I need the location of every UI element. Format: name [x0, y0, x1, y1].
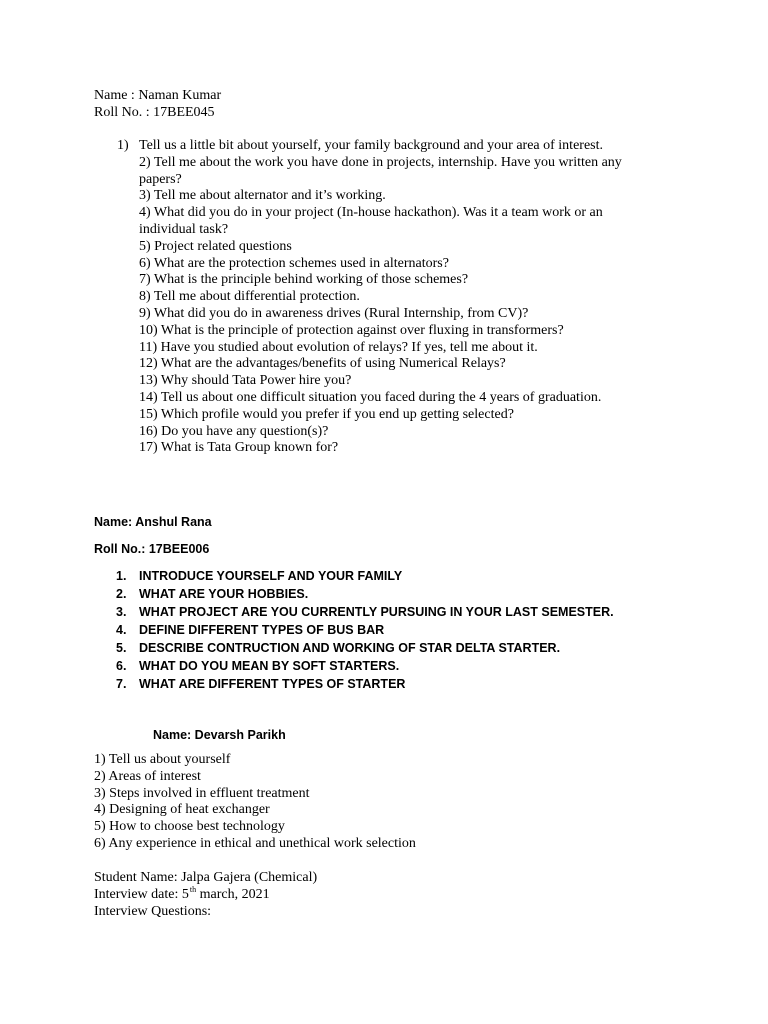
date-prefix: Interview date: 5: [94, 886, 189, 902]
question-line: Tell us a little bit about yourself, your family background and your area of interest.: [139, 138, 603, 153]
question-line: 5) How to choose best technology: [94, 819, 285, 835]
candidate-1-first-number: 1): [117, 138, 129, 153]
question-line: 7) What is the principle behind working of those schemes?: [139, 272, 469, 288]
question-line: 4) What did you do in your project (In-house hackathon). Was it a team work or an: [139, 205, 603, 221]
question-line: 6) Any experience in ethical and unethical work selection: [94, 835, 416, 851]
question-line: 3) Tell me about alternator and it’s working.: [139, 188, 386, 204]
candidate-4-student: Student Name: Jalpa Gajera (Chemical): [94, 870, 318, 885]
question-line: 12) What are the advantages/benefits of using Numerical Relays?: [139, 356, 506, 372]
candidate-3-name: Name: Devarsh Parikh: [153, 728, 286, 742]
list-item-text: DESCRIBE CONTRUCTION AND WORKING OF STAR DELTA STARTER.: [139, 641, 561, 655]
candidate-1-question-list: [117, 138, 717, 457]
list-item-text: WHAT PROJECT ARE YOU CURRENTLY PURSUING IN YOUR LAST SEMESTER.: [139, 605, 614, 619]
candidate-1-name: Name : Naman Kumar: [94, 88, 222, 103]
list-item-number: 7.: [116, 677, 127, 691]
candidate-1-questions: [139, 138, 717, 457]
question-line: 1) Tell us about yourself: [94, 752, 231, 767]
candidate-2-name: Name: Anshul Rana: [94, 515, 212, 529]
candidate-4-questions-heading: Interview Questions:: [94, 903, 212, 919]
question-line: 4) Designing of heat exchanger: [94, 802, 270, 818]
candidate-1-roll: Roll No. : 17BEE045: [94, 104, 215, 120]
list-item-number: 3.: [116, 605, 127, 619]
question-line: 16) Do you have any question(s)?: [139, 423, 329, 439]
list-item-text: DEFINE DIFFERENT TYPES OF BUS BAR: [139, 623, 385, 637]
list-item-text: INTRODUCE YOURSELF AND YOUR FAMILY: [139, 569, 403, 583]
question-line: 17) What is Tata Group known for?: [139, 440, 339, 456]
question-line: 15) Which profile would you prefer if you end up getting selected?: [139, 406, 514, 422]
candidate-4-date: [94, 884, 317, 904]
list-item-text: WHAT ARE DIFFERENT TYPES OF STARTER: [139, 677, 406, 691]
question-line: 14) Tell us about one difficult situation you faced during the 4 years of graduation.: [139, 389, 602, 405]
question-line: 2) Tell me about the work you have done in projects, internship. Have you written any: [139, 154, 622, 170]
question-line: 8) Tell me about differential protection.: [139, 289, 360, 305]
list-item-number: 2.: [116, 587, 127, 601]
question-line: 5) Project related questions: [139, 238, 292, 254]
question-line: 6) What are the protection schemes used in alternators?: [139, 255, 449, 271]
list-item-text: WHAT ARE YOUR HOBBIES.: [139, 587, 309, 601]
list-item-number: 1.: [116, 569, 127, 583]
list-item-text: WHAT DO YOU MEAN BY SOFT STARTERS.: [139, 659, 400, 673]
candidate-4-header: [94, 870, 317, 920]
question-line: 11) Have you studied about evolution of relays? If yes, tell me about it.: [139, 339, 538, 355]
candidate-1-header: [94, 88, 221, 122]
candidate-2-roll: Roll No.: 17BEE006: [94, 542, 210, 556]
question-line: individual task?: [139, 221, 229, 237]
question-line: 13) Why should Tata Power hire you?: [139, 373, 352, 389]
candidate-3-question-list: [94, 752, 416, 853]
list-item-number: 5.: [116, 641, 127, 655]
list-item-number: 6.: [116, 659, 127, 673]
date-suffix: march, 2021: [196, 886, 270, 902]
question-line: 2) Areas of interest: [94, 768, 201, 784]
list-item-number: 4.: [116, 623, 127, 637]
date-ordinal: th: [189, 884, 197, 894]
question-line: papers?: [139, 171, 182, 187]
question-line: 9) What did you do in awareness drives (Rural Internship, from CV)?: [139, 305, 529, 321]
question-line: 10) What is the principle of protection against over fluxing in transformers?: [139, 322, 564, 338]
question-line: 3) Steps involved in effluent treatment: [94, 785, 310, 801]
